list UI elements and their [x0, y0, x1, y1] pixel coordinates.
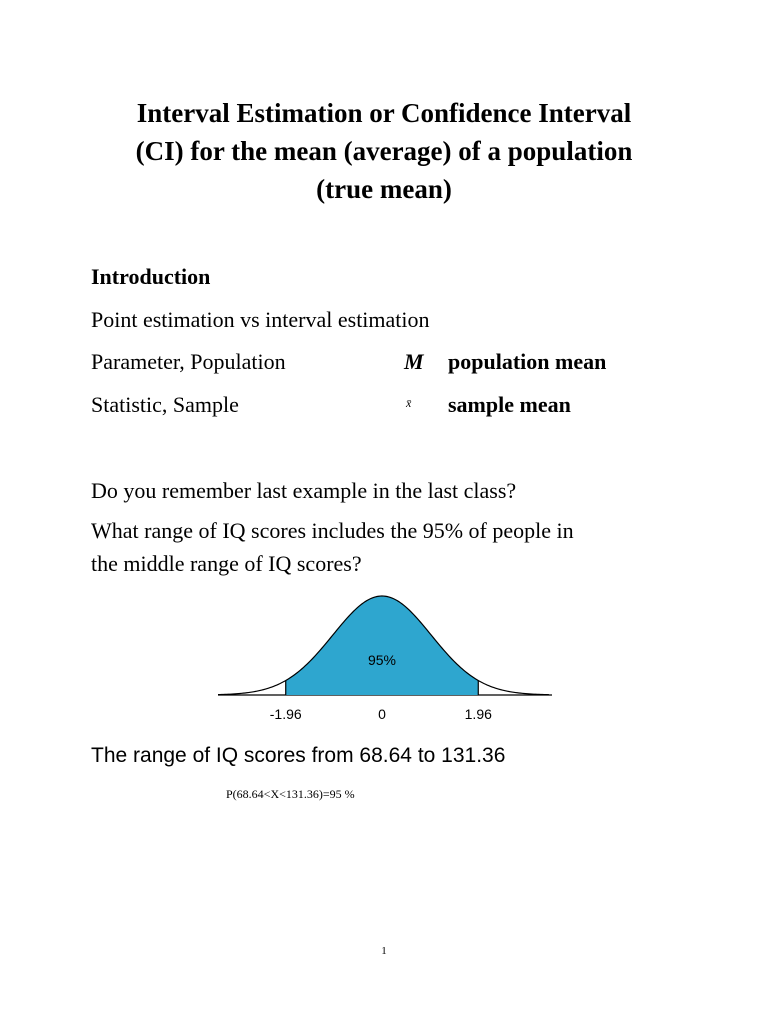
probability-formula: P(68.64<X<131.36)=95 % [226, 787, 355, 801]
normal-distribution-chart [218, 588, 552, 728]
title-line-2: (CI) for the mean (average) of a population [135, 136, 633, 166]
page-title [60, 94, 708, 208]
title-line-1: Interval Estimation or Confidence Interval [136, 98, 632, 128]
statistic-label: Statistic, Sample [91, 392, 239, 417]
point-vs-interval-text: Point estimation vs interval estimation [91, 307, 430, 332]
title-line-3: (true mean) [316, 174, 452, 204]
tick-label-right: 1.96 [464, 706, 492, 722]
sample-mean-term: sample mean [448, 392, 571, 417]
question-line-2: What range of IQ scores includes the 95% of people in [91, 518, 574, 543]
population-mean-symbol: M [404, 349, 424, 374]
parameter-label: Parameter, Population [91, 349, 286, 374]
question-line-1: Do you remember last example in the last class? [91, 478, 517, 503]
tick-label-center: 0 [378, 706, 386, 722]
shaded-percent-label: 95% [367, 652, 397, 668]
population-mean-term: population mean [448, 349, 607, 374]
sample-mean-symbol: x̄ [406, 396, 412, 410]
tick-label-left: -1.96 [269, 706, 302, 722]
shaded-area-95 [286, 596, 479, 695]
introduction-heading: Introduction [91, 264, 211, 289]
question-line-3: the middle range of IQ scores? [91, 551, 362, 576]
iq-range-text: The range of IQ scores from 68.64 to 131.36 [91, 744, 506, 767]
page-number: 1 [381, 945, 387, 957]
